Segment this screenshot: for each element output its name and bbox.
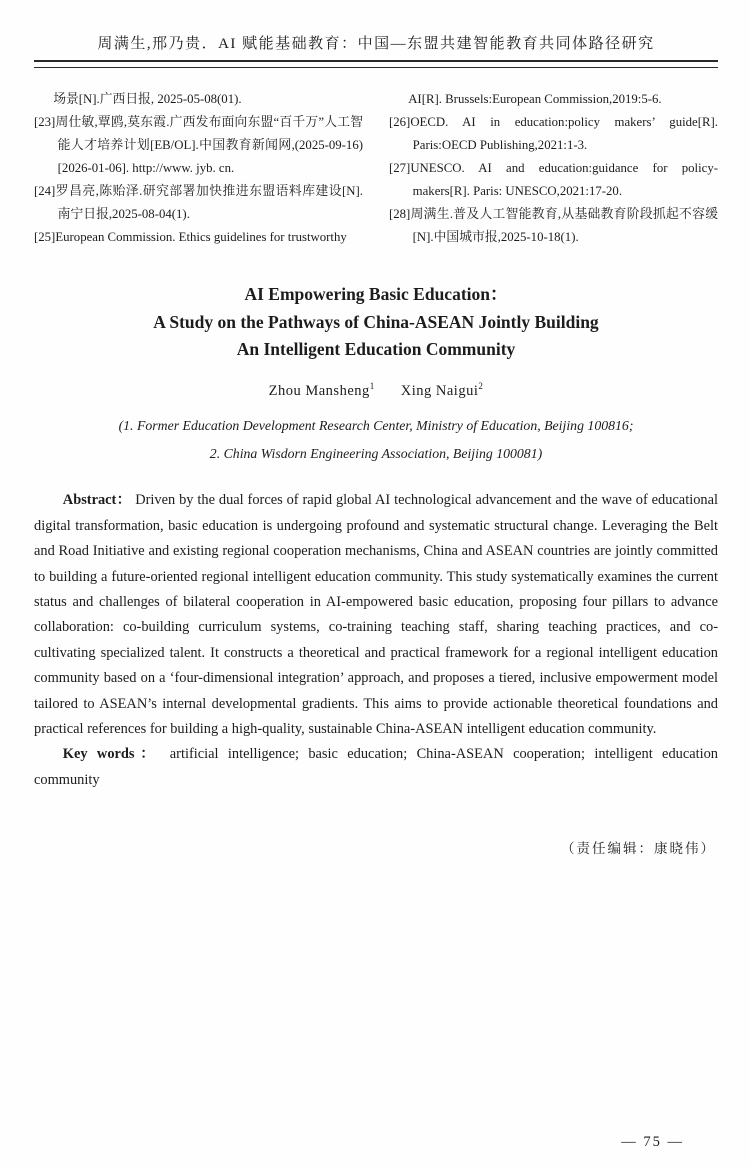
reference-entry: AI[R]. Brussels:European Commission,2019:5-6.	[408, 92, 662, 106]
article-title-line3: An Intelligent Education Community	[236, 339, 516, 359]
abstract-text: Driven by the dual forces of rapid global AI technological advancement and the wave of educational digital transformation, basic education is undergoing profound and systematic structural change. Leveraging the Belt and Road Initiative and existing regional cooperation mechanisms, China and ASEAN countries are jointly committed to building a future-oriented regional intelligent education community. This study systematically examines the current status and challenges of bilateral cooperation in AI-empowered basic education, proposing four pillars to advance collaboration: co-building curriculum systems, co-training teaching staff, sharing teaching practices, and co-cultivating specialized talent. It constructs a theoretical and practical framework for a regional intelligent education community based on a ‘four-dimensional integration’ approach, and proposes a tiered, inclusive empowerment model tailored to ASEAN’s internal developmental gradients. This aims to provide actionable theoretical foundations and practical references for building a high-quality, sustainable China-ASEAN intelligent education community.	[34, 492, 718, 737]
article-title	[34, 281, 718, 364]
references-section	[34, 88, 718, 249]
author-affiliation-marker: 1	[369, 380, 375, 391]
page-number: — 75 —	[621, 1134, 684, 1150]
reference-entry: [27]UNESCO. AI and education:guidance for policy-makers[R]. Paris: UNESCO,2021:17-20.	[389, 161, 718, 198]
affiliations	[34, 412, 718, 468]
reference-entry: [23]周仕敏,覃鸥,莫东霞.广西发布面向东盟“百千万”人工智能人才培养计划[EB/OL].中国教育新闻网,(2025-09-16)[2026-01-06]. http://www. jyb. cn.	[34, 115, 363, 175]
article-title-line1: AI Empowering Basic Education：	[244, 284, 508, 304]
abstract-paragraph	[34, 488, 718, 742]
article-title-line2: A Study on the Pathways of China-ASEAN Jointly Building	[153, 311, 599, 332]
author-name: Xing Naigui	[400, 382, 479, 399]
reference-entry: [24]罗昌亮,陈贻泽.研究部署加快推进东盟语料库建设[N].南宁日报,2025-08-04(1).	[34, 184, 363, 221]
abstract-label: Abstract：	[62, 492, 132, 509]
reference-entry: [28]周满生.普及人工智能教育,从基础教育阶段抓起不容缓[N].中国城市报,2025-10-18(1).	[389, 207, 718, 244]
abstract-section	[34, 488, 718, 793]
article-title-block	[34, 281, 718, 468]
header-rule	[34, 60, 718, 68]
reference-entry: [25]European Commission. Ethics guidelines for trustworthy	[34, 230, 347, 244]
page-header	[34, 34, 718, 68]
affiliation-line: 2. China Wisdorn Engineering Association, Beijing 100081)	[209, 446, 543, 462]
author-line	[34, 381, 718, 400]
keywords-text: artificial intelligence; basic education; China-ASEAN cooperation; intelligent education community	[34, 746, 718, 788]
references-right-column	[389, 88, 718, 249]
reference-entry: 场景[N].广西日报, 2025-05-08(01).	[53, 92, 242, 106]
affiliation-line: (1. Former Education Development Research Center, Ministry of Education, Beijing 100816;	[118, 418, 634, 434]
reference-entry: [26]OECD. AI in education:policy makers’ guide[R]. Paris:OECD Publishing,2021:1-3.	[389, 115, 718, 152]
references-left-column	[34, 88, 363, 249]
keywords-paragraph	[34, 742, 718, 793]
author-name: Zhou Mansheng	[268, 382, 370, 399]
editor-note: （责任编辑：康晓伟）	[561, 841, 716, 857]
running-title: 周满生,邢乃贵．AI 赋能基础教育：中国—东盟共建智能教育共同体路径研究	[97, 36, 655, 52]
keywords-label: Key words：	[62, 746, 161, 763]
author-affiliation-marker: 2	[478, 380, 484, 391]
